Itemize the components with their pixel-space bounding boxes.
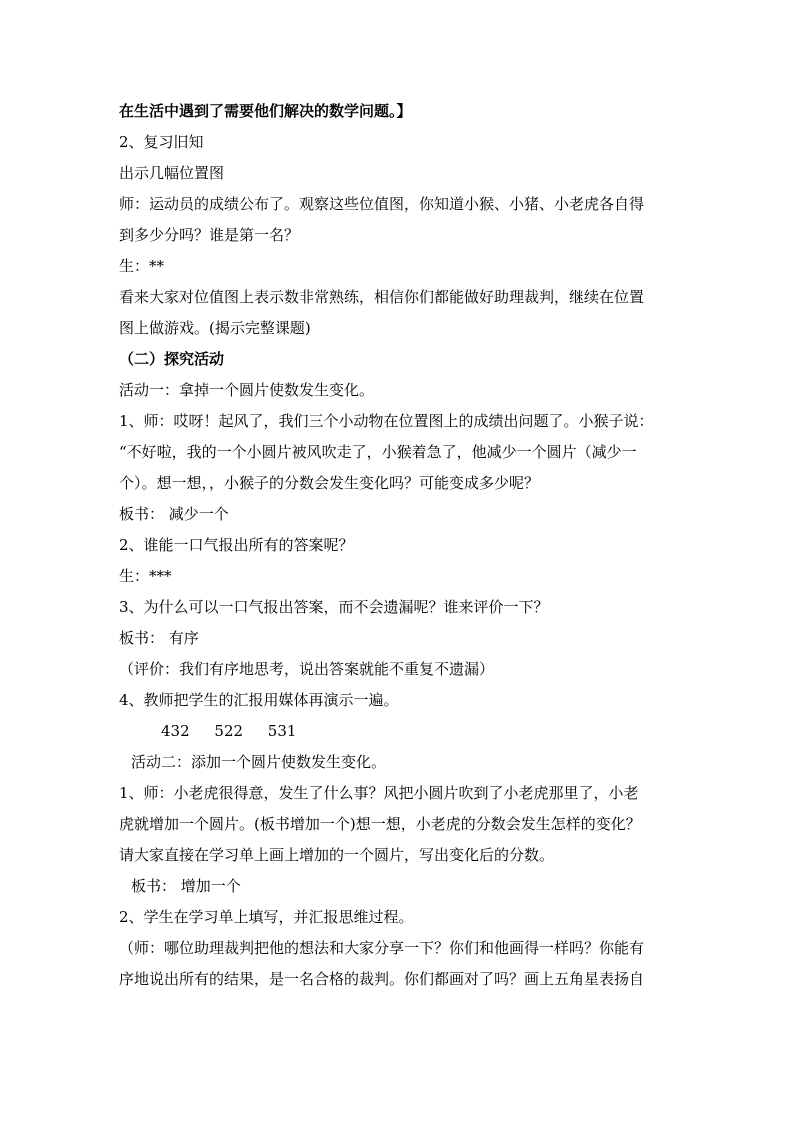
board-note: 板书： 增加一个 <box>131 877 241 895</box>
text-line: 图上做游戏。(揭示完整课题) <box>119 319 311 337</box>
text-line: 师：运动员的成绩公布了。观察这些位值图，你知道小猴、小猪、小老虎各自得 <box>119 195 645 213</box>
text-line: “不好啦，我的一个小圆片被风吹走了，小猴着急了，他减少一个圆片（减少一 <box>119 443 637 461</box>
text-line: 4、教师把学生的汇报用媒体再演示一遍。 <box>119 691 399 709</box>
text-line: 1、师：哎呀！起风了，我们三个小动物在位置图上的成绩出问题了。小猴子说： <box>119 412 654 430</box>
section-heading: （二）探究活动 <box>119 350 225 368</box>
text-line: 2、学生在学习单上填写，并汇报思维过程。 <box>119 908 414 926</box>
text-line: （评价：我们有序地思考，说出答案就能不重复不遗漏） <box>119 660 495 678</box>
text-line: （师：哪位助理裁判把他的想法和大家分享一下？你们和他画得一样吗？你能有 <box>119 939 645 957</box>
text-line: 请大家直接在学习单上画上增加的一个圆片，写出变化后的分数。 <box>119 846 555 864</box>
text-line: 序地说出所有的结果，是一名合格的裁判。你们都画对了吗？画上五角星表扬自 <box>119 970 645 988</box>
text-line: 2、谁能一口气报出所有的答案呢？ <box>119 536 354 554</box>
text-line: 1、师：小老虎很得意，发生了什么事？风把小圆片吹到了小老虎那里了，小老 <box>119 784 639 802</box>
text-line: 看来大家对位值图上表示数非常熟练，相信你们都能做好助理裁判，继续在位置 <box>119 288 645 306</box>
section-heading: 2、复习旧知 <box>119 133 204 151</box>
document-body <box>119 96 681 995</box>
activity-heading: 活动一：拿掉一个圆片使数发生变化。 <box>119 381 375 399</box>
board-note: 板书： 有序 <box>119 629 199 647</box>
text-line: 虎就增加一个圆片。(板书增加一个)想一想，小老虎的分数会发生怎样的变化？ <box>119 815 641 833</box>
text-line: 个）。想一想，，小猴子的分数会发生变化吗？可能变成多少呢？ <box>119 474 540 492</box>
text-line: 到多少分吗？谁是第一名？ <box>119 226 300 244</box>
text-line: 生：*** <box>119 567 172 585</box>
text-line: 出示几幅位置图 <box>119 164 225 182</box>
number-list: 432 522 531 <box>161 722 297 740</box>
text-line: 在生活中遇到了需要他们解决的数学问题。】 <box>119 102 412 120</box>
text-line: 生：** <box>119 257 165 275</box>
activity-heading: 活动二：添加一个圆片使数发生变化。 <box>131 753 387 771</box>
text-line: 3、为什么可以一口气报出答案，而不会遗漏呢？谁来评价一下？ <box>119 598 549 616</box>
board-note: 板书： 减少一个 <box>119 505 229 523</box>
